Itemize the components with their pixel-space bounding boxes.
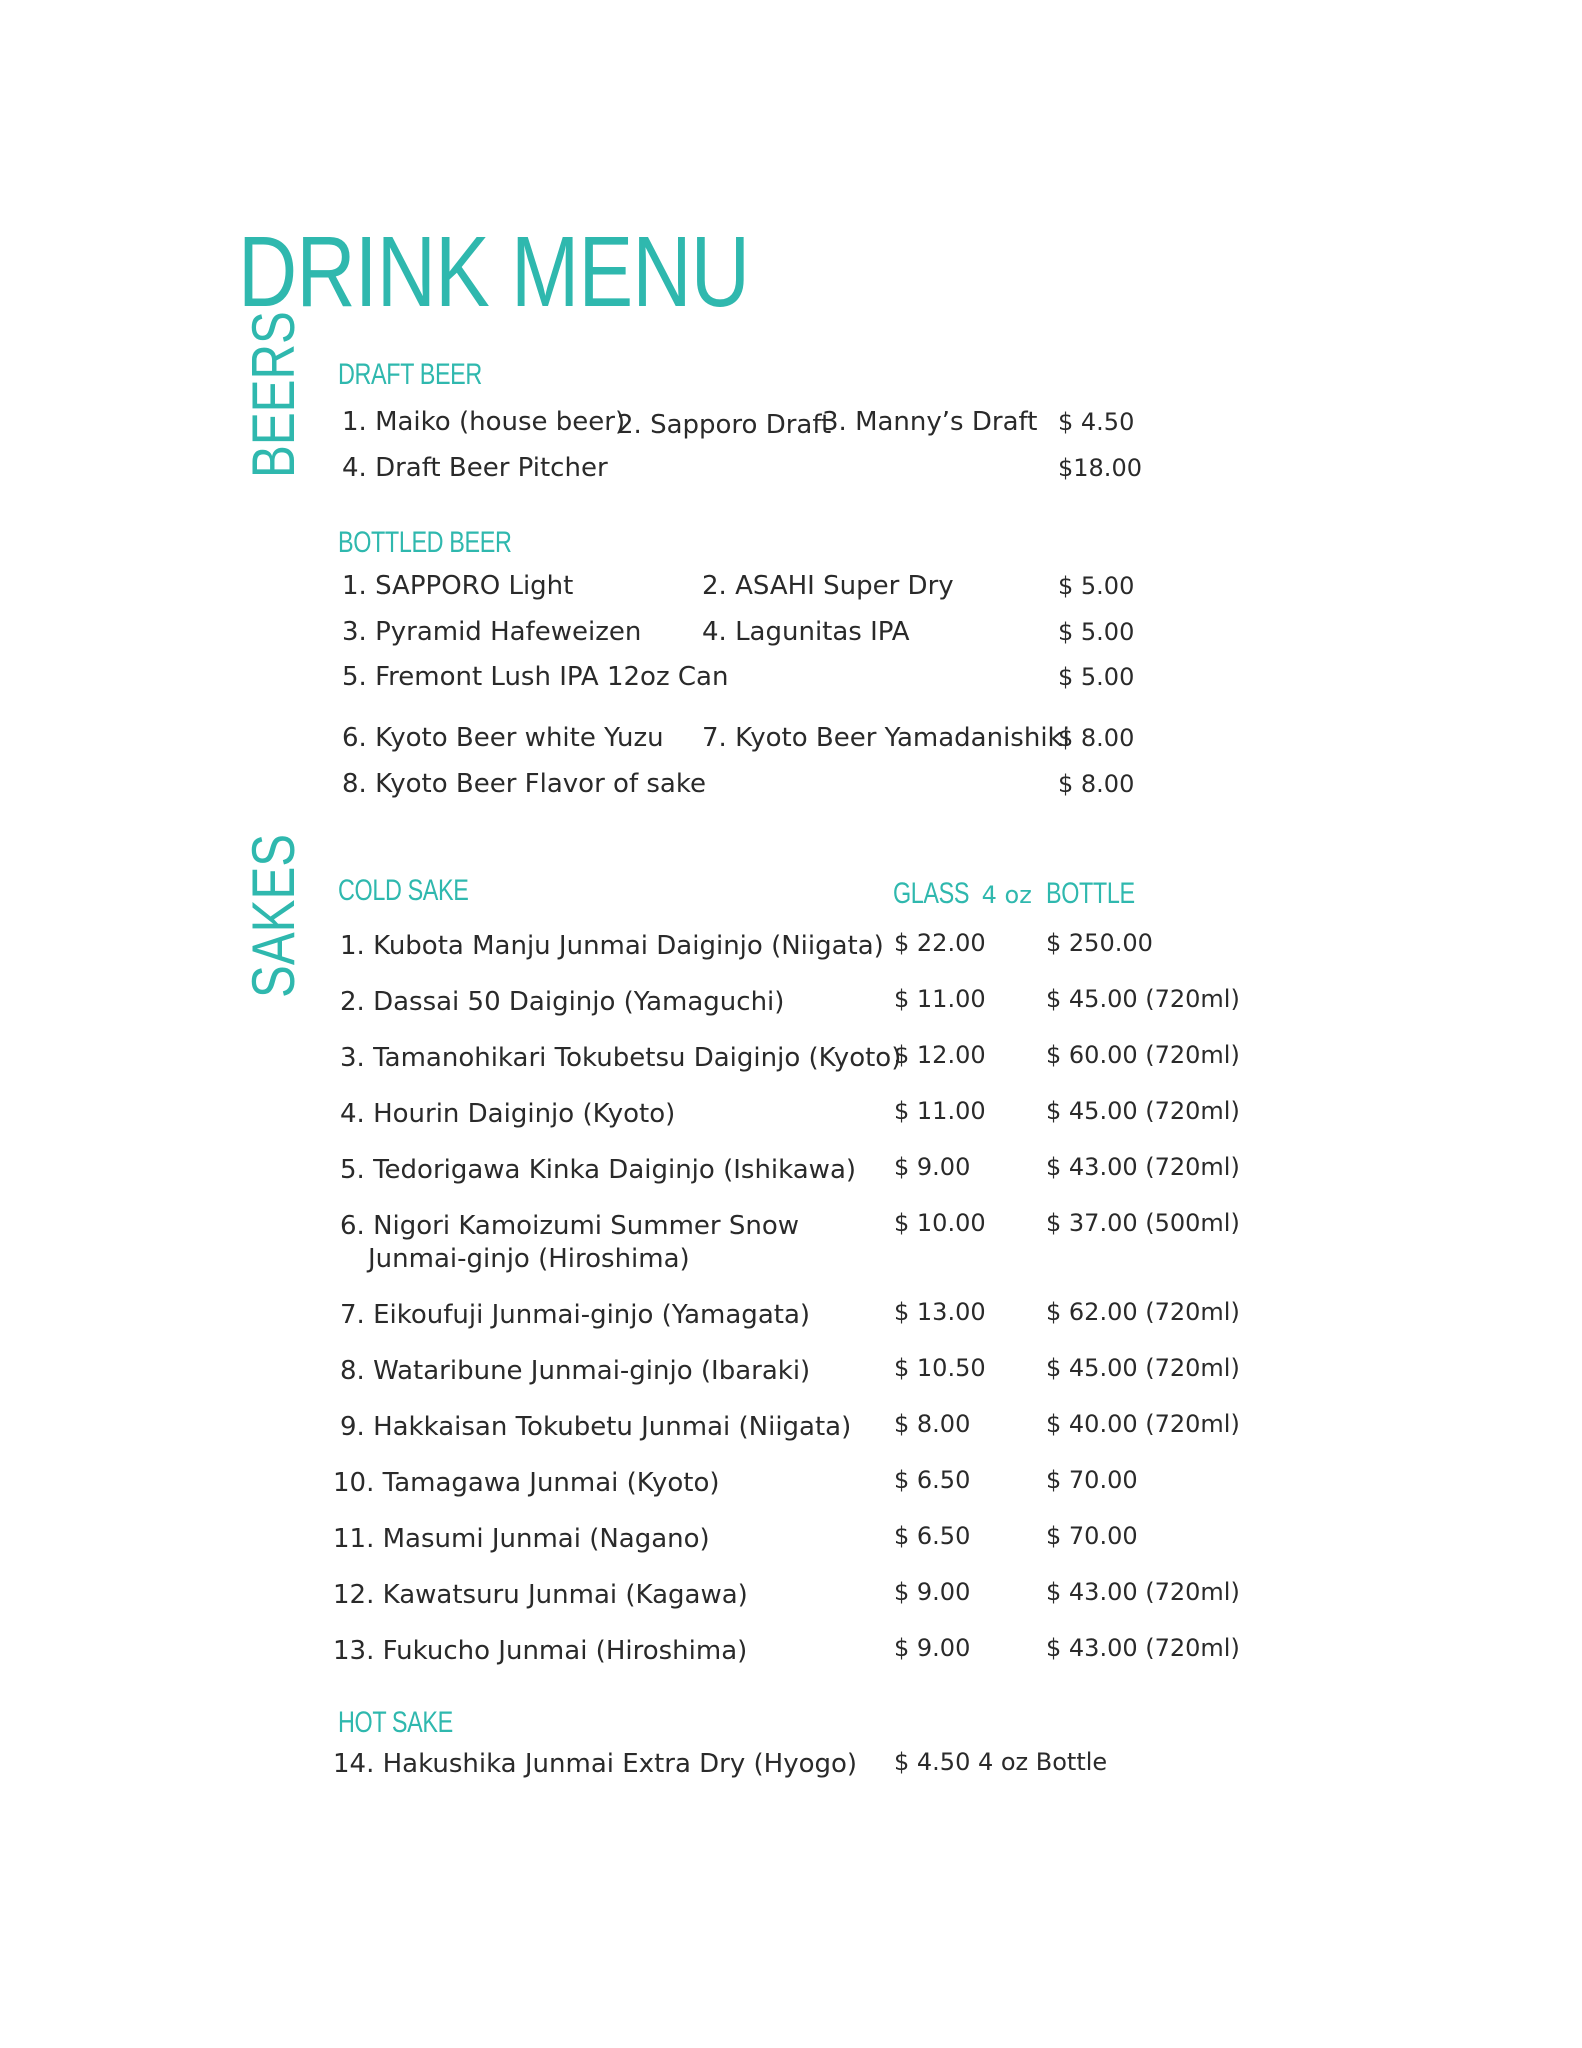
cold-sake-glass-price: $ 8.00 bbox=[894, 1410, 971, 1438]
draft-beer-heading: DRAFT BEER bbox=[338, 358, 482, 391]
cold-sake-name: 5. Tedorigawa Kinka Daiginjo (Ishikawa) bbox=[340, 1155, 857, 1185]
cold-sake-glass-price: $ 22.00 bbox=[894, 929, 986, 957]
cold-sake-glass-price: $ 12.00 bbox=[894, 1041, 986, 1069]
bottled-item: 6. Kyoto Beer white Yuzu bbox=[342, 723, 664, 753]
cold-sake-name: 8. Wataribune Junmai-ginjo (Ibaraki) bbox=[340, 1356, 811, 1386]
cold-sake-bottle-price: $ 70.00 bbox=[1046, 1522, 1138, 1550]
hot-sake-price: $ 4.50 4 oz Bottle bbox=[894, 1748, 1108, 1776]
bottled-price: $ 5.00 bbox=[1058, 572, 1135, 600]
draft-price-pitcher: $18.00 bbox=[1058, 454, 1142, 482]
draft-item-mannys: 3. Manny’s Draft bbox=[822, 407, 1038, 437]
cold-sake-glass-price: $ 13.00 bbox=[894, 1298, 986, 1326]
cold-sake-bottle-price: $ 45.00 (720ml) bbox=[1046, 1097, 1240, 1125]
bottled-item: 7. Kyoto Beer Yamadanishiki bbox=[702, 723, 1070, 753]
cold-sake-glass-price: $ 9.00 bbox=[894, 1634, 971, 1662]
cold-sake-glass-price: $ 10.50 bbox=[894, 1354, 986, 1382]
cold-sake-bottle-price: $ 37.00 (500ml) bbox=[1046, 1209, 1240, 1237]
cold-sake-name: 13. Fukucho Junmai (Hiroshima) bbox=[333, 1636, 748, 1666]
cold-sake-glass-price: $ 9.00 bbox=[894, 1578, 971, 1606]
bottled-item: 8. Kyoto Beer Flavor of sake bbox=[342, 769, 706, 799]
cold-sake-name: 1. Kubota Manju Junmai Daiginjo (Niigata) bbox=[340, 931, 884, 961]
draft-item-pitcher: 4. Draft Beer Pitcher bbox=[342, 453, 608, 483]
cold-sake-name: 12. Kawatsuru Junmai (Kagawa) bbox=[333, 1580, 748, 1610]
bottle-column-heading: BOTTLE bbox=[1046, 877, 1135, 910]
bottled-item: 4. Lagunitas IPA bbox=[702, 617, 910, 647]
bottled-price: $ 5.00 bbox=[1058, 663, 1135, 691]
bottled-price: $ 8.00 bbox=[1058, 770, 1135, 798]
section-label-sakes: SAKES bbox=[240, 833, 307, 998]
bottled-price: $ 8.00 bbox=[1058, 724, 1135, 752]
bottled-item: 5. Fremont Lush IPA 12oz Can bbox=[342, 662, 729, 692]
cold-sake-bottle-price: $ 60.00 (720ml) bbox=[1046, 1041, 1240, 1069]
bottled-price: $ 5.00 bbox=[1058, 618, 1135, 646]
draft-item-maiko: 1. Maiko (house beer) bbox=[342, 407, 626, 437]
cold-sake-name: 9. Hakkaisan Tokubetu Junmai (Niigata) bbox=[340, 1412, 852, 1442]
cold-sake-bottle-price: $ 40.00 (720ml) bbox=[1046, 1410, 1240, 1438]
cold-sake-bottle-price: $ 70.00 bbox=[1046, 1466, 1138, 1494]
section-label-beers: BEERS bbox=[240, 311, 307, 478]
glass-heading-label: GLASS bbox=[893, 877, 970, 910]
cold-sake-bottle-price: $ 62.00 (720ml) bbox=[1046, 1298, 1240, 1326]
hot-sake-name: 14. Hakushika Junmai Extra Dry (Hyogo) bbox=[333, 1749, 858, 1779]
cold-sake-name: 3. Tamanohikari Tokubetsu Daiginjo (Kyoto) bbox=[340, 1043, 902, 1073]
cold-sake-bottle-price: $ 45.00 (720ml) bbox=[1046, 985, 1240, 1013]
cold-sake-name: 4. Hourin Daiginjo (Kyoto) bbox=[340, 1099, 676, 1129]
cold-sake-name: 10. Tamagawa Junmai (Kyoto) bbox=[333, 1468, 720, 1498]
cold-sake-bottle-price: $ 43.00 (720ml) bbox=[1046, 1578, 1240, 1606]
cold-sake-bottle-price: $ 43.00 (720ml) bbox=[1046, 1153, 1240, 1181]
bottled-beer-heading: BOTTLED BEER bbox=[338, 526, 512, 559]
cold-sake-bottle-price: $ 43.00 (720ml) bbox=[1046, 1634, 1240, 1662]
hot-sake-heading: HOT SAKE bbox=[338, 1706, 453, 1739]
cold-sake-glass-price: $ 11.00 bbox=[894, 985, 986, 1013]
glass-heading-unit: 4 oz bbox=[981, 881, 1032, 909]
cold-sake-bottle-price: $ 250.00 bbox=[1046, 929, 1153, 957]
cold-sake-glass-price: $ 11.00 bbox=[894, 1097, 986, 1125]
bottled-item: 2. ASAHI Super Dry bbox=[702, 571, 954, 601]
draft-price-glass: $ 4.50 bbox=[1058, 408, 1135, 436]
page-title: DRINK MENU bbox=[238, 216, 750, 328]
cold-sake-name-continued: Junmai-ginjo (Hiroshima) bbox=[368, 1244, 690, 1274]
cold-sake-glass-price: $ 6.50 bbox=[894, 1466, 971, 1494]
cold-sake-name: 6. Nigori Kamoizumi Summer Snow bbox=[340, 1211, 799, 1241]
cold-sake-name: 7. Eikoufuji Junmai-ginjo (Yamagata) bbox=[340, 1300, 811, 1330]
cold-sake-bottle-price: $ 45.00 (720ml) bbox=[1046, 1354, 1240, 1382]
cold-sake-glass-price: $ 9.00 bbox=[894, 1153, 971, 1181]
cold-sake-glass-price: $ 10.00 bbox=[894, 1209, 986, 1237]
cold-sake-name: 11. Masumi Junmai (Nagano) bbox=[333, 1524, 710, 1554]
draft-item-sapporo: 2. Sapporo Draft bbox=[617, 410, 832, 440]
cold-sake-heading: COLD SAKE bbox=[338, 874, 469, 907]
cold-sake-glass-price: $ 6.50 bbox=[894, 1522, 971, 1550]
glass-column-heading bbox=[893, 877, 1046, 911]
bottled-item: 1. SAPPORO Light bbox=[342, 571, 574, 601]
bottled-item: 3. Pyramid Hafeweizen bbox=[342, 617, 642, 647]
cold-sake-name: 2. Dassai 50 Daiginjo (Yamaguchi) bbox=[340, 987, 785, 1017]
